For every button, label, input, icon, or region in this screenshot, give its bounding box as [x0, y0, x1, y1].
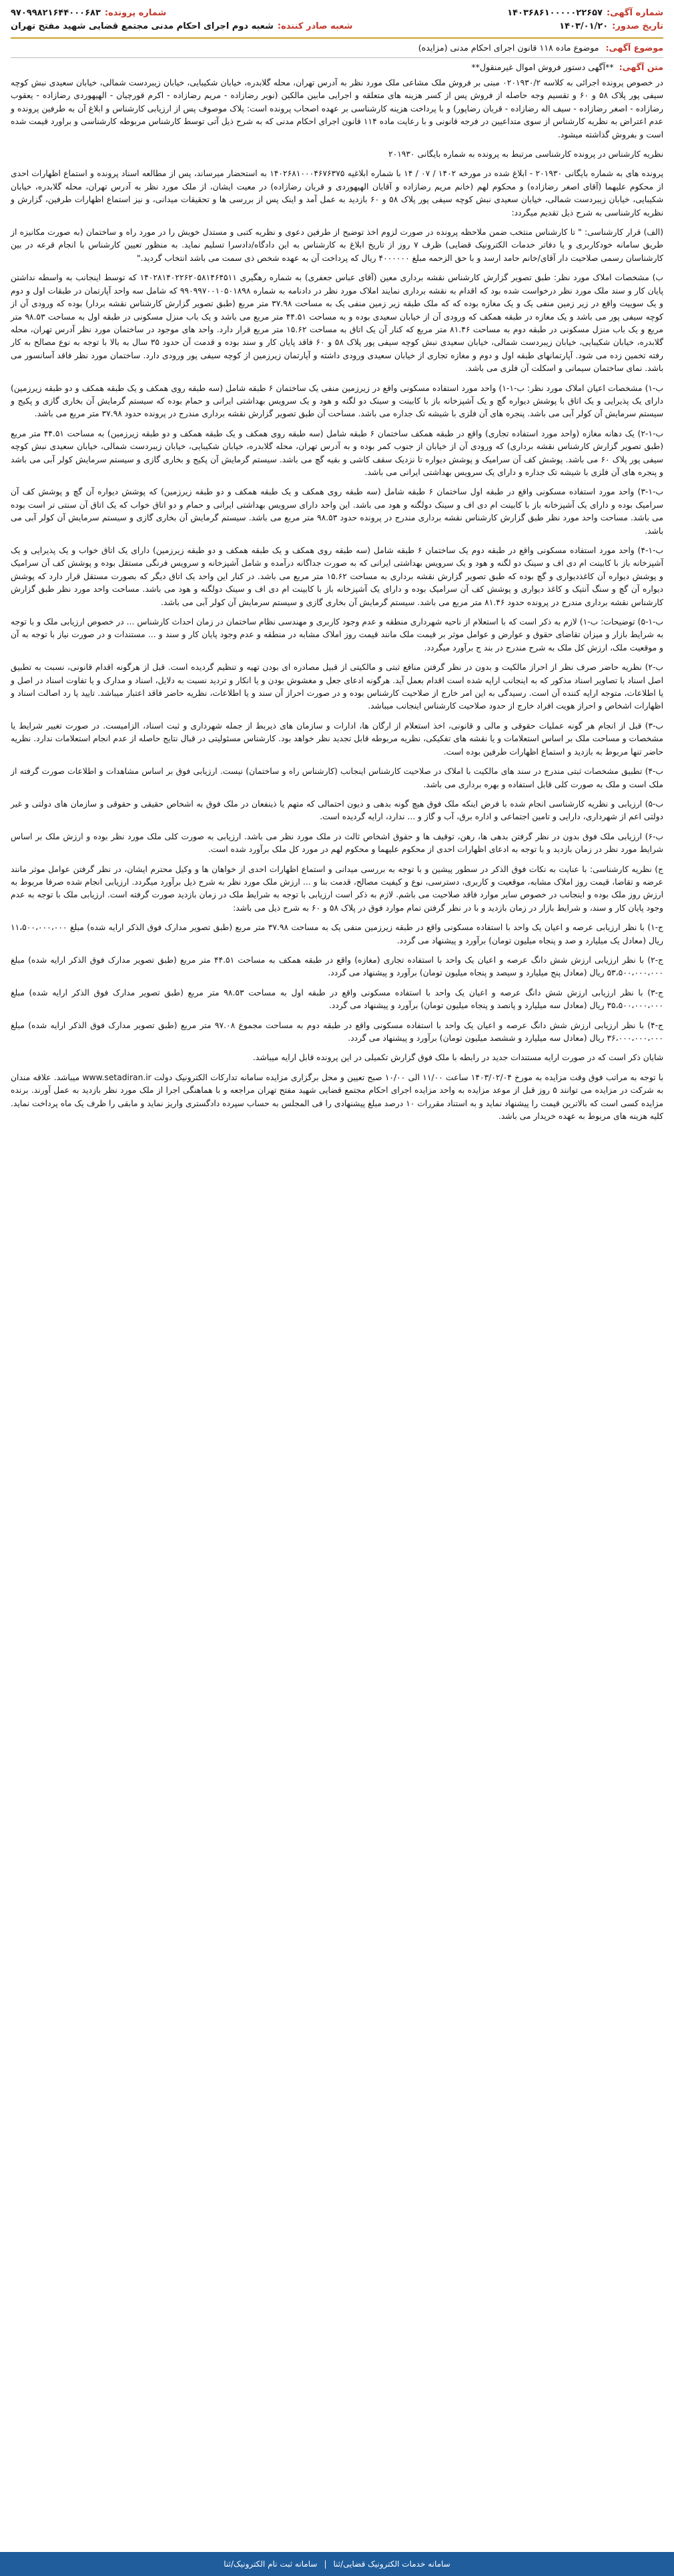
issue-date-label: تاریخ صدور:	[612, 21, 663, 31]
paragraph: نظریه کارشناس در پرونده کارشناسی مرتبط به پرونده به شماره بایگانی ۲۰۱۹۳۰	[388, 149, 663, 159]
ad-number-label: شماره آگهی:	[606, 8, 663, 18]
header-row-2	[11, 20, 663, 33]
paragraph: در خصوص پرونده اجرائی به کلاسه ۰۲۰۱۹۳۰/۲ مبنی بر فروش ملک مشاعی ملک مورد نظر به آدرس تهران، محله گلابدره، خیابان شکیبایی، خیابان زیبردست شمالی، خیابان سعیدی نبش کوچه سیفی پور پلاک ۵۸ و ۶۰ و تقسیم وجه حاصله از فروش پس از کسر هزینه های متعلقه و اجرایی مابین مالکین (نوبر رضازاده - مریم رضازاده - اکرم قورچیان - الهیهوردی رضازاده - یعقوب رضازاده - اصغر رضازاده - سیف اله رضازاده - قربان رضاپور) و با پرداخت هزینه کارشناسی بر عهده اصحاب پرونده است: پلاک موصوف پس از ارزیابی کارشناس و ابلاغ آن به طرفین پرونده و عدم اعتراض به نظریه کارشناس از سوی متداعیین در فرجه قانونی و با رعایت ماده ۱۱۴ قانون اجرای احکام مدنی که به شرح ذیل آتی توسط کارشناس مربوطه کارشناسی و براورد قیمت شده است و بفروش گذاشته میشود.	[11, 78, 663, 139]
issue-date-value: ۱۴۰۳/۰۱/۲۰	[559, 21, 609, 31]
paragraph: ب-۱-۵) توضیحات: ب-۱) لازم به ذکر است که با استعلام از ناحیه شهرداری منطقه و عدم وجود کاربری و مهندسی نظام ساختمان در زمان احداث کارشناس ... در خصوص ارزیابی ملک و با توجه به شرایط بازار و میزان تقاضای حقوق و عوارض و عوامل موثر بر قیمت ملک مانند قیمت روز املاک مشابه در منطقه و عدم وجود پایان کار و سند و ... مستندات و در صورت نیاز با توجه به آن و موقعیت ملک، ارزش کل ملک به شرح مندرج در بند ج برآورد میگردد.	[11, 617, 663, 653]
paragraph: شایان ذکر است که در صورت ارایه مستندات جدید در رابطه با ملک فوق گزارش تکمیلی در این پرونده قابل ارایه میباشد.	[252, 1053, 663, 1063]
paragraph: ب-۶) ارزیابی ملک فوق بدون در نظر گرفتن بدهی ها، رهن، توقیف ها و حقوق اشخاص ثالث در ملک مورد نظر می باشد. ارزیابی به صورت کلی ملک مورد نظر بوده و ارزش ملک بر اساس شرایط مورد نظر در زمان بازدید و با توجه به ادعای اظهارات احدی از محکوم علیهما و محکوم لهم در مورد کل ملک برآورد شده است.	[11, 831, 663, 855]
footer-divider: |	[324, 2559, 327, 2569]
paragraph: ب-۱) مشخصات اعیان املاک مورد نظر: ب-۱-۱) واحد مورد استفاده مسکونی واقع در زیرزمین منفی یک ساختمان ۶ طبقه شامل (سه طبقه روی همکف و یک طبقه همکف و دو طبقه زیرزمین) دارای یک پذیرایی و یک اتاق با پوشش دیواره گچ و یک آشپزخانه باز با کابینت و سینک دو لگنه و هود و یک سرویس بهداشتی ایرانی و حمام بوده که سیستم گرمایش آن بخاری گازی و پکیج و سیستم سرمایش آن کولر آبی می باشد. پنجره های آن فلزی با شیشه تک جداره می باشد. مساحت آن طبق تصویر گزارش نقشه برداری مندرج در پرونده حدود ۳۷.۹۸ متر مربع می باشد.	[11, 383, 663, 419]
paragraph: ب-۲) نظریه حاضر صرف نظر از احراز مالکیت و بدون در نظر گرفتن منافع ثبتی و مالکیتی از قبیل مصادره ای بودن تهیه و تنظیم گردیده است. قبل از هرگونه اقدام قانونی، نسبت به تطبیق اصل اسناد با تصاویر اسناد مذکور که به اینجانب ارایه شده است اقدام بعمل آید. هرگونه ادعای جعل و مغشوش بودن و یا انکار و تردید نسبت به دلایل، اسناد و مدارک و یا تفاوت اسناد در اصل و یا اطلاعات، متوجه ارایه کننده آن است. رسیدگی به این امر خارج از صلاحیت کارشناس بوده و در صورت احراز آن سند و یا اطلاعات، نظریه حاضر فاقد اعتبار میباشد. تایید یا رد اصالت اسناد و اظهارات اشخاص و احراز هویت افراد خارج از حدود صلاحیت کارشناس اینجانب میباشد.	[11, 663, 663, 711]
paragraph: ب-۱-۳) واحد مورد استفاده مسکونی واقع در طبقه اول ساختمان ۶ طبقه شامل (سه طبقه روی همکف و یک طبقه همکف و دو طبقه زیرزمین) که پوشش دیواره آن گچ و پوشش کف آن سرامیک بوده و دارای یک آشپزخانه باز با کابینت ام دی اف و سینک دولگنه و هود می باشد. این واحد دارای سرویس بهداشتی ایرانی و حمام و دو اتاق خواب که یک اتاق آن سنتی تر است بوده می باشد. مساحت واحد مورد نظر طبق گزارش کارشناس نقشه برداری مندرج در پرونده حدود ۹۸.۵۳ متر مربع می باشد. سیستم گرمایش آن بخاری گازی و سیستم سرمایش آن کولر آبی می باشد.	[11, 487, 663, 536]
paragraph: ب-۳) قبل از انجام هر گونه عملیات حقوقی و مالی و قانونی، اخذ استعلام از ارگان ها، ادارات و سازمان های ذیربط از جمله شهرداری و ثبت اسناد، الزامیست. در صورت تغییر شرایط یا مشخصات و مساحت ملک بر اساس استعلامات و یا نقشه های تفکیکی، نظریه مربوطه قابل تجدید نظر خواهد بود. کارشناس مسئولیتی در قبال نتایج حاصله از عدم انجام استعلامات ندارد. نظریه حاضر تنها مربوط به بازدید و استماع اظهارات طرفین بوده است.	[11, 721, 663, 757]
paragraph: ج-۳) با نظر ارزیابی ارزش شش دانگ عرصه و اعیان یک واحد با استفاده مسکونی واقع در طبقه اول به مساحت ۹۸.۵۳ متر مربع (طبق تصویر مدارک فوق الذکر ارایه شده) مبلغ ۳۵،۵۰۰،۰۰۰،۰۰۰ ریال (معادل سه میلیارد و پانصد و پنجاه میلیون تومان) برآورد و پیشنهاد می گردد.	[11, 987, 663, 1011]
issuing-branch	[11, 20, 352, 33]
issuing-branch-value: شعبه دوم اجرای احکام مدنی مجتمع قضایی شهید مفتح تهران	[11, 21, 274, 31]
paragraph: ب) مشخصات املاک مورد نظر: طبق تصویر گزارش کارشناس نقشه برداری معین (آقای عباس جعفری) به شماره رهگیری ۱۴۰۲۸۱۴۰۲۲۶۲۰۵۸۱۴۶۴۵۱۱ که توسط اینجانب به واسطه نداشتن پایان کار و سند ملک مورد نظر درخواست شده بود که اقدام به نقشه برداری نمایند املاک مورد نظر در دادنامه به شماره ۹۹۰۹۹۷۰۰۱۰۵۰۱۸۹۸ که شامل سه واحد آپارتمان در طبقات اول و دوم و یک سوییت واقع در زیر زمین منفی یک و یک مغازه بوده که که ملک طبقه زیر زمین منفی یک به مساحت ۳۷.۹۸ متر مربع (طبق تصویر گزارش کارشناس نقشه بردار) بوده که ورودی آن از کوچه سیفی پور می باشد و یک مغازه در طبقه همکف که ورودی آن از خیابان سعیدی بوده و به مساحت ۴۴.۵۱ متر مربع می باشد و یک باب منزل مسکونی در طبقه اول به مساحت ۹۸.۵۳ متر مربع و یک باب منزل مسکونی در طبقه دوم به مساحت ۸۱.۴۶ متر مربع که کنار آن یک اتاق به مساحت ۱۵.۶۲ متر مربع قرار دارد. واحد های موجود در ساختمان مورد نظر آدرس تهران، محله گلابدره، خیابان شکیبایی، خیابان زیبردست شمالی، خیابان سعیدی نبش کوچه سیفی پور پلاک ۵۸ و ۶۰ فاقد پایان کار و سند بوده و قدمت آن حدود ۳۵ سال به بالا با توجه به نوع مصالح به کار رفته تخمین زده می شود. آپارتمانهای طبقه اول و دوم و مغازه تجاری از خیابان سعیدی ورودی داشته و آپارتمان زیرزمین از کوچه سیفی پور ورودی دارد. ساختمان مورد نظر فاقد آسانسور می باشد. نمای ساختمان سیمانی و اسکلت آن فلزی می باشد.	[11, 273, 663, 374]
paragraph: ب-۵) ارزیابی و نظریه کارشناسی انجام شده با فرض اینکه ملک فوق هیچ گونه بدهی و دیون احتمالی که متهم یا ذینفعان در ملک فوق به اشخاص حقیقی و حقوقی و سازمان های دولتی و غیر دولتی اعم از شهرداری، دارایی و تامین اجتماعی و اداره برق، آب و گاز و ... ندارد، ارایه گردیده است.	[11, 799, 663, 822]
header-row-1	[11, 7, 663, 20]
paragraph: ب-۱-۲) یک دهانه مغازه (واحد مورد استفاده تجاری) واقع در طبقه همکف ساختمان ۶ طبقه شامل (سه طبقه روی همکف و یک طبقه همکف و دو طبقه زیرزمین) به مساحت ۴۴.۵۱ متر مربع (طبق تصویر گزارش کارشناس نقشه برداری) که ورودی آن از خیابان از جنوب کمر بوده و به آدرس تهران، محله گلابدره، خیابان شکیبایی، خیابان زیبردست شمالی، خیابان سعیدی نبش کوچه سیفی پور پلاک ۶۰ می باشد. پوشش کف آن سرامیک و پوشش دیواره تا نزدیک سقف کاشی و بقیه گچ می باشد. سیستم گرمایش آن پکیج و بخاری گازی و سیستم سرمایش کولر آبی می باشد و پنجره های آن فلزی با شیشه تک جداره و دارای یک سرویس بهداشتی ایرانی می باشد.	[11, 428, 663, 477]
issue-date	[559, 20, 663, 33]
paragraph: ب-۱-۴) واحد مورد استفاده مسکونی واقع در طبقه دوم یک ساختمان ۶ طبقه شامل (سه طبقه روی همکف و یک طبقه همکف و دو طبقه زیرزمین) دارای یک اتاق خواب و یک پذیرایی و یک آشپزخانه باز با کابینت ام دی اف و سینک دو لگنه و هود و یک سرویس بهداشتی ایرانی که به صورت جداگانه درآمده و شامل آشپزخانه و سرویس فرنگی مستقل بوده و پوشش کف آن سرامیک و پوشش دیواره آن کاغذدیواری و گچ بوده که طبق تصویر گزارش نقشه برداری به مساحت ۱۵.۶۲ متر مربع می باشد. در کنار این واحد یک اتاق دیگر که بصورت مستقل قرار دارد که پوشش دیواره آن گچ و سنگ آنتیک و کاغذ دیواری و پوشش کف آن سرامیک بوده و دارای یک آشپزخانه باز با کابینت ام دی اف و سینک دولگنه و هود می باشد. مساحت واحد مورد نظر طبق گزارش کارشناس نقشه برداری مندرج در پرونده حدود ۸۱.۴۶ متر مربع می باشد. سیستم گرمایش آن بخاری گازی و سیستم سرمایش آن کولر آبی می باشد.	[11, 546, 663, 607]
paragraph: ب-۴) تطبیق مشخصات ثبتی مندرج در سند های مالکیت با املاک در صلاحیت کارشناس اینجانب (کارشناس راه و ساختمان) نیست. ارزیابی فوق بر اساس مشاهدات و اطلاعات صورت گرفته از ملک است و ملک به صورت کلی قابل استفاده و بهره برداری می باشد.	[11, 767, 663, 789]
header-separator	[11, 37, 663, 39]
paragraph: پرونده های به شماره بایگانی ۲۰۱۹۳۰ - ابلاغ شده در مورخه ۱۴۰۲ / ۰۷ / ۱۴ با شماره ابلاغیه ۱۴۰۲۶۸۱۰۰۰۴۶۷۶۳۷۵ به استحضار میرساند، پس از مطالعه اسناد پرونده و استماع اظهارات احدی از محکوم علیهما (آقای اصغر رضازاده) و محکوم لهم (خانم مریم رضازاده و آقایان الهیهوردی و قربان رضازاده) در معیت ایشان، از ملک مورد نظر به آدرس تهران، محله گلابدره، خیابان شکیبایی، خیابان زیبردست شمالی، خیابان سعیدی نبش کوچه سیفی پور پلاک ۵۸ و ۶۰ بازدید به عمل آمد و اینک پس از بررسی ها و تحقیقات میدانی، و نیز استماع اظهارات طرفین، گزارش و نظریه کارشناسی به شرح ذیل تقدیم میگردد:	[11, 169, 664, 218]
ad-body	[11, 77, 663, 1123]
paragraph: ج-۲) با نظر ارزیابی ارزش شش دانگ عرصه و اعیان یک واحد با استفاده تجاری (مغازه) واقع در طبقه همکف به مساحت ۴۴.۵۱ متر مربع (طبق تصویر مدارک فوق الذکر ارایه شده) مبلغ ۵۳،۵۰۰،۰۰۰،۰۰۰ ریال (معادل پنج میلیارد و سیصد و پنجاه میلیون تومان) برآورد و پیشنهاد می گردد.	[11, 955, 663, 978]
footer-link[interactable]: سامانه ثبت نام الکترونیک/ثنا	[224, 2559, 318, 2569]
subject-separator	[11, 57, 663, 58]
issuing-branch-label: شعبه صادر کننده:	[277, 21, 353, 31]
footer-link[interactable]: سامانه خدمات الکترونیک قضایی/ثنا	[333, 2559, 450, 2569]
paragraph: ج-۴) با نظر ارزیابی ارزش شش دانگ عرصه و اعیان یک واحد با استفاده مسکونی واقع در طبقه دوم به مساحت مجموع ۹۷.۰۸ متر مربع (طبق تصویر مدارک فوق الذکر ارایه شده) مبلغ ۳۶،۰۰۰،۰۰۰،۰۰۰ ریال (معادل سه میلیارد و ششصد میلیون تومان) برآورد و پیشنهاد می گردد.	[11, 1020, 663, 1043]
ad-text-label: متن آگهی:	[619, 62, 663, 72]
paragraph: ج) نظریه کارشناسی: با عنایت به نکات فوق الذکر در سطور پیشین و با توجه به بررسی میدانی و استماع اظهارات احدی از خواهان ها و وکیل محترم ایشان، در نظر گرفتن عوامل موثر مانند عرضه و تقاضا، قیمت روز املاک مشابه، موقعیت و کاربری، دسترسی، نوع و کیفیت مصالح، قدمت بنا و ... ارزش ملک مورد نظر به شرح ذیل برآورد میگردد. ارزیابی انجام شده صرفا مربوط به ارزش روز ملک بوده و اینجانب در خصوص سایر موارد فاقد صلاحیت می باشم. لازم به ذکر است ارزیابی با توجه به شرایط ملک در زمان بازدید صورت گرفته است. ارزیابی ملک با توجه به عدم وجود پایان کار و سند، و شرایط بازار در زمان بازدید و با در نظر گرفتن تمام موارد فوق در پلاک ۵۸ و ۶۰ به شرح ذیل می باشد:	[11, 864, 663, 913]
paragraph: با توجه به مراتب فوق وقت مزایده به مورخ ۱۴۰۳/۰۲/۰۴ ساعت ۱۱/۰۰ الی ۱۰/۰۰ صبح تعیین و محل برگزاری مزایده سامانه تدارکات الکترونیک دولت www.setadiran.ir میباشد. علاقه مندان به شرکت در مزایده می توانند ۵ روز قبل از موعد مزایده به واحد مزایده اجرای احکام مجتمع قضایی شهید مفتح تهران مراجعه و با هماهنگی اجرا از ملک مورد نظر بازدید به عمل آورند. برنده مزایده کسی است که بالاترین قیمت را پیشنهاد نماید و به استناد مقررات ۱۰ درصد مبلغ پیشنهادی را فی المجلس به حساب سپرده دادگستری واریز نماید و مابقی را ظرف یک ماه پرداخت نماید. کلیه هزینه های مربوط به عهده خریدار می باشد.	[11, 1072, 663, 1122]
footer-bar	[0, 2552, 674, 2576]
subject-value: موضوع ماده ۱۱۸ قانون اجرای احکام مدنی (مزایده)	[418, 43, 599, 53]
ad-number-value: ۱۴۰۳۶۸۶۱۰۰۰۰۰۲۲۶۵۷	[507, 8, 603, 18]
case-number-value: ۹۷۰۹۹۸۲۱۶۴۴۰۰۰۶۸۳	[11, 8, 101, 18]
ad-subject	[11, 41, 663, 55]
case-number	[11, 7, 166, 20]
ad-number	[507, 7, 663, 20]
subject-label: موضوع آگهی:	[605, 43, 663, 53]
paragraph: (الف) قرار کارشناسی: " تا کارشناس منتخب ضمن ملاحظه پرونده در صورت لزوم اخذ توضیح از طرفین دعوی و نظریه کتبی و مستدل خویش را در مورد راه و ساختمان (به صورت مکانیزه از طریق سامانه خودکاربری و یا دفاتر خدمات الکترونیک قضایی) ظرف ۷ روز از تاریخ ابلاغ به کارشناس به این دادگاه/دادسرا تسلیم نماید. به منظور تعیین کارشناس با انجام قرعه در بین کارشناسان رسمی صلاحیت دار آقای/خانم حامد ارسد و با حق الزحمه مبلغ ۴۰۰۰۰۰۰ ریال که پرداخت آن به عهده شخص ذی سمت می باشد انتخاب گردید."	[11, 228, 663, 263]
ad-text-title	[11, 61, 663, 74]
paragraph: ج-۱) با نظر ارزیابی عرصه و اعیان یک واحد با استفاده مسکونی واقع در طبقه زیرزمین منفی یک به مساحت ۳۷.۹۸ متر مربع (طبق تصویر مدارک فوق الذکر ارایه شده) مبلغ ۱۱،۵۰۰،۰۰۰،۰۰۰ ریال (معادل یک میلیارد و صد و پنجاه میلیون تومان) برآورد و پیشنهاد می گردد.	[11, 923, 663, 945]
case-number-label: شماره پرونده:	[104, 8, 167, 18]
ad-text-heading: **آگهی دستور فروش اموال غیرمنقول**	[471, 62, 614, 72]
